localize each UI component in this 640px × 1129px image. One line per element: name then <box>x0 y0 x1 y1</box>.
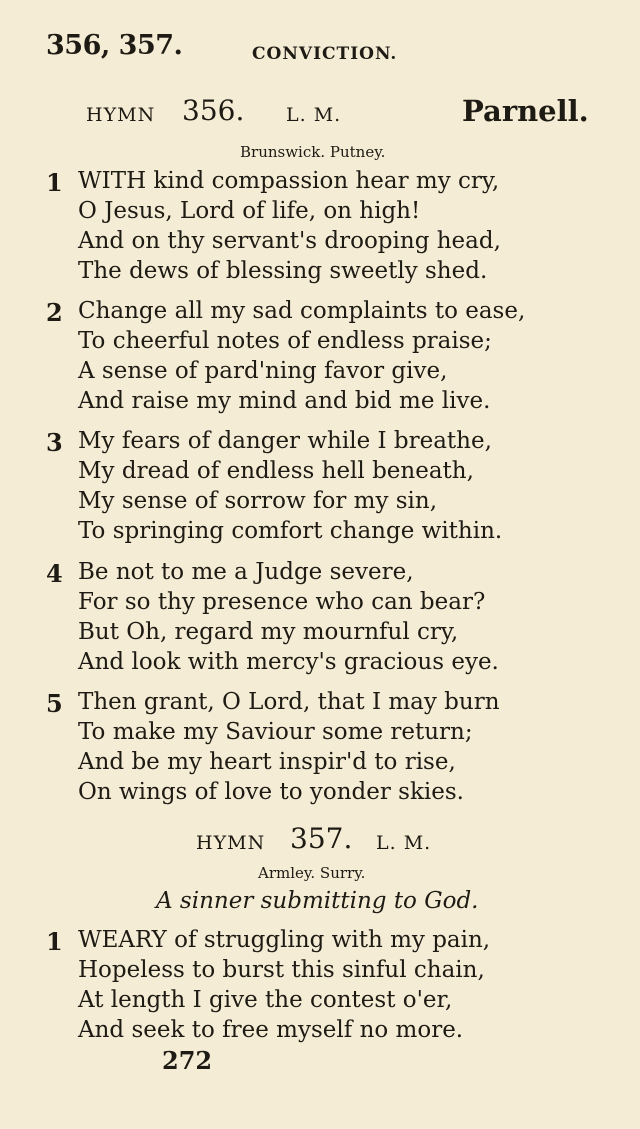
author: Parnell. <box>462 94 589 128</box>
page-number: 272 <box>162 1046 213 1075</box>
tune-names: Armley. Surry. <box>258 864 366 882</box>
section-title: CONVICTION. <box>252 44 398 64</box>
hymn-range: 356, 357. <box>46 30 183 61</box>
verse-line: And look with mercy's gracious eye. <box>78 649 499 675</box>
verse-line: To make my Saviour some return; <box>78 719 473 745</box>
meter: L. M. <box>376 832 432 854</box>
tune-names: Brunswick. Putney. <box>240 143 386 161</box>
verse-line: O Jesus, Lord of life, on high! <box>78 198 421 224</box>
verse-line: The dews of blessing sweetly shed. <box>78 258 488 284</box>
verse-line: To cheerful notes of endless praise; <box>78 328 492 354</box>
verse-line: Then grant, O Lord, that I may burn <box>78 689 500 715</box>
verse-line: Be not to me a Judge severe, <box>78 559 414 585</box>
verse-line: But Oh, regard my mournful cry, <box>78 619 459 645</box>
hymn-label: HYMN <box>196 832 266 854</box>
meter: L. M. <box>286 104 342 126</box>
verse-line: WEARY of struggling with my pain, <box>78 927 491 953</box>
hymn-number: 357. <box>290 822 353 855</box>
verse-line: Change all my sad complaints to ease, <box>78 298 526 324</box>
verse-line: My sense of sorrow for my sin, <box>78 488 438 514</box>
hymn-356-header <box>86 94 589 130</box>
verse-line: Hopeless to burst this sinful chain, <box>78 957 485 983</box>
verse-line: My fears of danger while I breathe, <box>78 428 492 454</box>
stanza-number: 3 <box>46 428 63 457</box>
verse-line: And be my heart inspir'd to rise, <box>78 749 456 775</box>
hymn-label: HYMN <box>86 104 156 126</box>
verse-line: To springing comfort change within. <box>78 518 503 544</box>
running-head <box>46 30 606 70</box>
verse-line: For so thy presence who can bear? <box>78 589 486 615</box>
hymn-357-header <box>196 822 496 858</box>
stanza-number: 2 <box>46 298 63 327</box>
verse-line: A sense of pard'ning favor give, <box>78 358 448 384</box>
hymn-subtitle: A sinner submitting to God. <box>156 888 479 914</box>
verse-line: And seek to free myself no more. <box>78 1017 464 1043</box>
verse-line: My dread of endless hell beneath, <box>78 458 474 484</box>
verse-line: And on thy servant's drooping head, <box>78 228 501 254</box>
stanza-number: 4 <box>46 559 63 588</box>
verse-line: WITH kind compassion hear my cry, <box>78 168 500 194</box>
verse-line: On wings of love to yonder skies. <box>78 779 464 805</box>
verse-line: And raise my mind and bid me live. <box>78 388 491 414</box>
verse-line: At length I give the contest o'er, <box>78 987 453 1013</box>
stanza-number: 1 <box>46 168 63 197</box>
hymn-number: 356. <box>182 94 245 127</box>
stanza-number: 5 <box>46 689 63 718</box>
stanza-number: 1 <box>46 927 63 956</box>
